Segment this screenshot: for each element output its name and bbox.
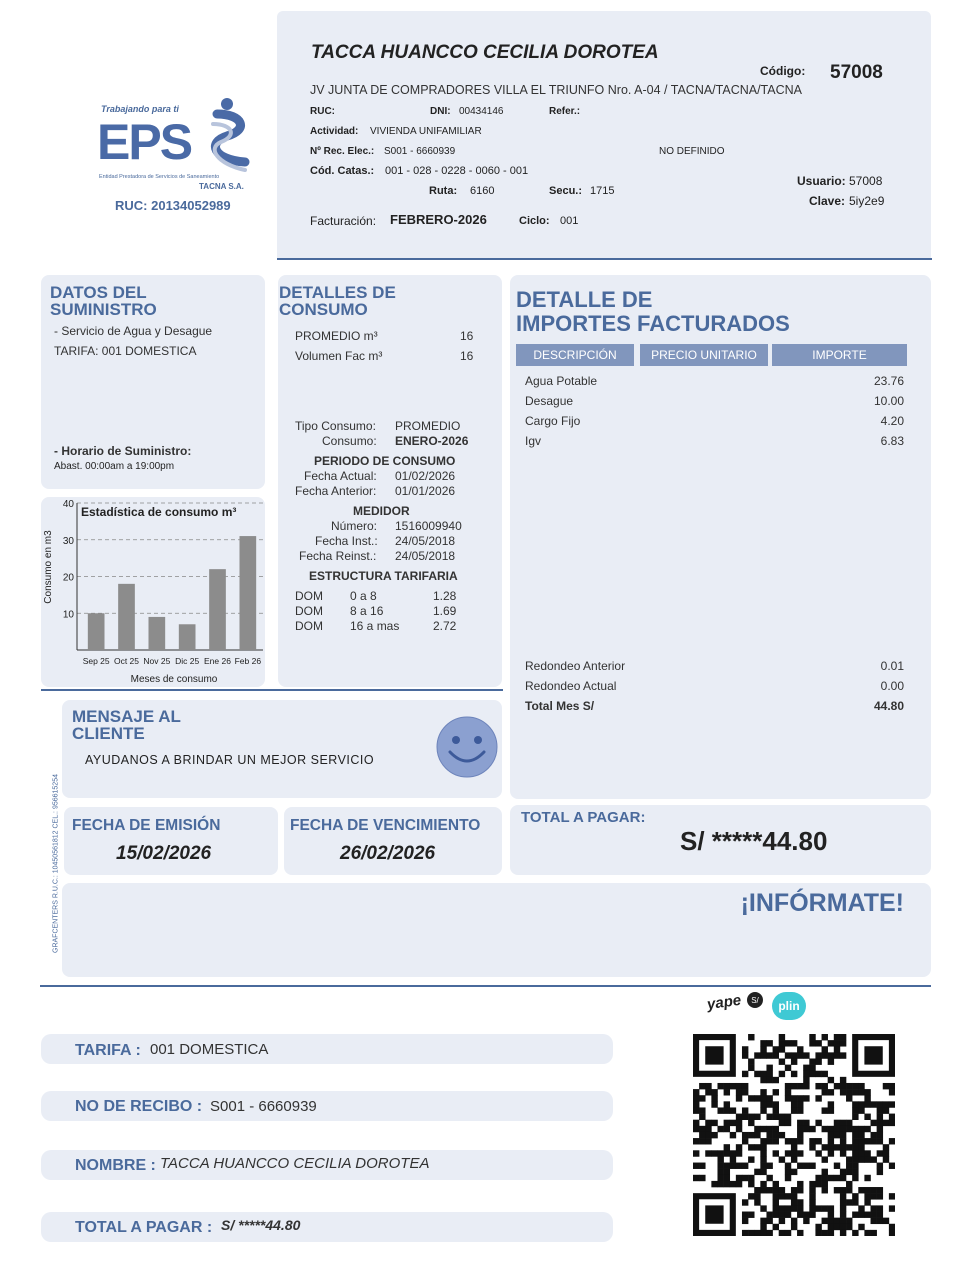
footer-tarifa-value: 001 DOMESTICA xyxy=(150,1041,269,1058)
tipo-consumo-label: Tipo Consumo: xyxy=(295,419,376,433)
catas-value: 001 - 028 - 0228 - 0060 - 001 xyxy=(385,165,529,177)
fecha-anterior-label: Fecha Anterior: xyxy=(295,484,377,498)
chart-x-label: Meses de consumo xyxy=(130,674,218,685)
logo-ruc: RUC: 20134052989 xyxy=(115,198,231,213)
printer-side-text: GRAFCENTERS R.U.C.: 10450561812 CEL.: 956615254 xyxy=(52,774,60,953)
fecha-inst-label: Fecha Inst.: xyxy=(315,534,378,548)
dni-value: 00434146 xyxy=(459,106,504,117)
item-4-desc: Igv xyxy=(525,434,542,448)
yape-badge-icon xyxy=(746,991,764,1009)
suministro-title-2: SUMINISTRO xyxy=(50,300,157,319)
plin-text: plin xyxy=(778,999,800,1013)
col-header-descripcion: DESCRIPCIÓN xyxy=(516,344,634,366)
no-definido: NO DEFINIDO xyxy=(659,146,725,157)
mensaje-text: AYUDANOS A BRINDAR UN MEJOR SERVICIO xyxy=(85,753,375,767)
emision-label: FECHA DE EMISIÓN xyxy=(72,817,221,834)
medidor-numero-label: Número: xyxy=(331,519,378,533)
mensaje-title-2: CLIENTE xyxy=(72,724,145,743)
chart-x-tick-label: Feb 26 xyxy=(234,656,262,666)
tarifa-row-2-tipo: DOM xyxy=(295,604,323,618)
ruta-value: 6160 xyxy=(470,185,495,197)
secu-label: Secu.: xyxy=(549,185,583,197)
col-header-precio: PRECIO UNITARIO xyxy=(640,344,768,366)
footer-nombre-label: NOMBRE : xyxy=(75,1157,156,1174)
mensaje-title-1: MENSAJE AL xyxy=(72,707,181,726)
facturacion-value: FEBRERO-2026 xyxy=(390,212,487,227)
volumen-label: Volumen Fac m³ xyxy=(295,349,383,363)
periodo-title: PERIODO DE CONSUMO xyxy=(314,454,456,468)
col-header-importe: IMPORTE xyxy=(772,344,907,366)
codigo-label: Código: xyxy=(760,64,806,78)
total-value: S/ *****44.80 xyxy=(680,826,828,856)
chart-y-tick-label: 20 xyxy=(62,572,74,584)
redondeo-actual-label: Redondeo Actual xyxy=(525,679,617,693)
chart-x-tick-label: Oct 25 xyxy=(113,656,140,666)
item-3-desc: Cargo Fijo xyxy=(525,414,581,428)
tarifa-row-1-precio: 1.28 xyxy=(433,589,457,603)
chart-y-tick-label: 30 xyxy=(62,535,74,547)
volumen-value: 16 xyxy=(460,349,474,363)
payment-qr-code xyxy=(693,1034,895,1236)
redondeo-anterior-value: 0.01 xyxy=(880,659,904,673)
rec-elec-value: S001 - 6660939 xyxy=(384,146,456,157)
footer-total-value: S/ *****44.80 xyxy=(221,1217,301,1233)
tarifa-text: TARIFA: 001 DOMESTICA xyxy=(54,344,197,358)
item-1-desc: Agua Potable xyxy=(525,374,598,388)
fecha-actual-value: 01/02/2026 xyxy=(395,469,456,483)
servicio-text: - Servicio de Agua y Desague xyxy=(54,324,213,338)
actividad-label: Actividad: xyxy=(310,126,359,137)
chart-bar xyxy=(239,536,256,650)
item-1-importe: 23.76 xyxy=(873,374,904,388)
informate-title: ¡INFÓRMATE! xyxy=(740,889,904,917)
codigo-value: 57008 xyxy=(830,62,883,83)
smiley-icon xyxy=(436,716,498,778)
horario-value: Abast. 00:00am a 19:00pm xyxy=(54,461,175,472)
medidor-title: MEDIDOR xyxy=(353,504,410,518)
actividad-value: VIVIENDA UNIFAMILIAR xyxy=(370,126,482,137)
tarifa-row-3-tipo: DOM xyxy=(295,619,323,633)
chart-x-tick-label: Ene 26 xyxy=(204,656,231,666)
ruta-label: Ruta: xyxy=(429,185,458,197)
tarifa-row-1-tipo: DOM xyxy=(295,589,323,603)
company-logo xyxy=(95,94,265,219)
chart-y-tick-label: 10 xyxy=(62,609,74,621)
footer-divider xyxy=(40,985,931,987)
chart-bar xyxy=(118,584,135,650)
chart-bar xyxy=(209,569,226,650)
logo-wave-icon xyxy=(193,96,253,174)
logo-tagline: Trabajando para ti xyxy=(101,104,179,114)
redondeo-actual-value: 0.00 xyxy=(880,679,904,693)
tarifa-row-1-rango: 0 a 8 xyxy=(350,589,377,603)
secu-value: 1715 xyxy=(590,185,615,197)
clave-value: 5iy2e9 xyxy=(849,194,885,208)
suministro-title-1: DATOS DEL xyxy=(50,283,147,302)
refer-label: Refer.: xyxy=(549,106,581,117)
dni-label: DNI: xyxy=(430,106,451,117)
chart-y-tick-label: 40 xyxy=(62,499,74,510)
consumo-value: ENERO-2026 xyxy=(395,434,469,448)
emision-value: 15/02/2026 xyxy=(116,843,212,864)
consumo-title-1: DETALLES DE xyxy=(279,283,396,302)
header-divider xyxy=(277,258,932,260)
fecha-reinst-label: Fecha Reinst.: xyxy=(299,549,377,563)
fecha-actual-label: Fecha Actual: xyxy=(304,469,377,483)
logo-acronym: EPS xyxy=(97,114,192,170)
consumption-chart xyxy=(41,497,265,687)
logo-entity: Entidad Prestadora de Servicios de Saneamiento xyxy=(99,174,220,180)
item-2-importe: 10.00 xyxy=(873,394,904,408)
total-mes-value: 44.80 xyxy=(873,699,904,713)
ruc-label: RUC: xyxy=(310,106,335,117)
chart-bar xyxy=(88,613,105,650)
logo-city: TACNA S.A. xyxy=(199,182,244,191)
usuario-label: Usuario: xyxy=(797,174,846,188)
chart-bar xyxy=(148,617,165,650)
promedio-label: PROMEDIO m³ xyxy=(295,329,378,343)
yape-logo xyxy=(706,992,742,1014)
total-label: TOTAL A PAGAR: xyxy=(521,809,646,826)
footer-tarifa-label: TARIFA : xyxy=(75,1042,141,1059)
footer-recibo-value: S001 - 6660939 xyxy=(210,1098,317,1115)
svg-text:S/: S/ xyxy=(751,996,759,1005)
footer-nombre-value: TACCA HUANCCO CECILIA DOROTEA xyxy=(160,1155,430,1172)
footer-total-label: TOTAL A PAGAR : xyxy=(75,1219,213,1236)
yape-text: yape xyxy=(705,991,743,1014)
consumo-label: Consumo: xyxy=(322,434,377,448)
item-3-importe: 4.20 xyxy=(880,414,904,428)
fecha-inst-value: 24/05/2018 xyxy=(395,534,456,548)
item-4-importe: 6.83 xyxy=(880,434,904,448)
medidor-numero-value: 1516009940 xyxy=(395,519,462,533)
middle-divider xyxy=(41,689,503,691)
importes-title-2: IMPORTES FACTURADOS xyxy=(516,311,790,336)
ciclo-value: 001 xyxy=(560,215,579,227)
item-2-desc: Desague xyxy=(525,394,574,408)
usuario-value: 57008 xyxy=(849,174,883,188)
importes-title-1: DETALLE DE xyxy=(516,287,653,312)
tarifa-row-2-precio: 1.69 xyxy=(433,604,457,618)
rec-elec-label: Nº Rec. Elec.: xyxy=(310,146,375,157)
tarifa-row-2-rango: 8 a 16 xyxy=(350,604,384,618)
vencimiento-label: FECHA DE VENCIMIENTO xyxy=(290,817,481,834)
catas-label: Cód. Catas.: xyxy=(310,165,375,177)
chart-y-label: Consumo en m3 xyxy=(43,530,54,604)
redondeo-anterior-label: Redondeo Anterior xyxy=(525,659,626,673)
chart-bar xyxy=(179,624,196,650)
chart-title: Estadística de consumo m³ xyxy=(81,505,237,519)
promedio-value: 16 xyxy=(460,329,474,343)
chart-x-tick-label: Sep 25 xyxy=(82,656,110,666)
estructura-title: ESTRUCTURA TARIFARIA xyxy=(309,569,458,583)
footer-recibo-label: NO DE RECIBO : xyxy=(75,1098,203,1115)
tipo-consumo-value: PROMEDIO xyxy=(395,419,461,433)
tarifa-row-3-rango: 16 a mas xyxy=(350,619,400,633)
tarifa-row-3-precio: 2.72 xyxy=(433,619,457,633)
chart-x-tick-label: Nov 25 xyxy=(143,656,171,666)
ciclo-label: Ciclo: xyxy=(519,215,550,227)
customer-name: TACCA HUANCCO CECILIA DOROTEA xyxy=(311,42,659,63)
horario-label: - Horario de Suministro: xyxy=(54,444,192,458)
consumo-title-2: CONSUMO xyxy=(279,300,368,319)
facturacion-label: Facturación: xyxy=(310,214,377,228)
chart-x-tick-label: Dic 25 xyxy=(175,656,200,666)
customer-address: JV JUNTA DE COMPRADORES VILLA EL TRIUNFO Nro. A-04 / TACNA/TACNA/TACNA xyxy=(310,83,802,97)
fecha-reinst-value: 24/05/2018 xyxy=(395,549,456,563)
clave-label: Clave: xyxy=(809,194,846,208)
vencimiento-value: 26/02/2026 xyxy=(340,843,436,864)
total-mes-label: Total Mes S/ xyxy=(525,699,595,713)
fecha-anterior-value: 01/01/2026 xyxy=(395,484,456,498)
plin-logo xyxy=(772,992,806,1020)
